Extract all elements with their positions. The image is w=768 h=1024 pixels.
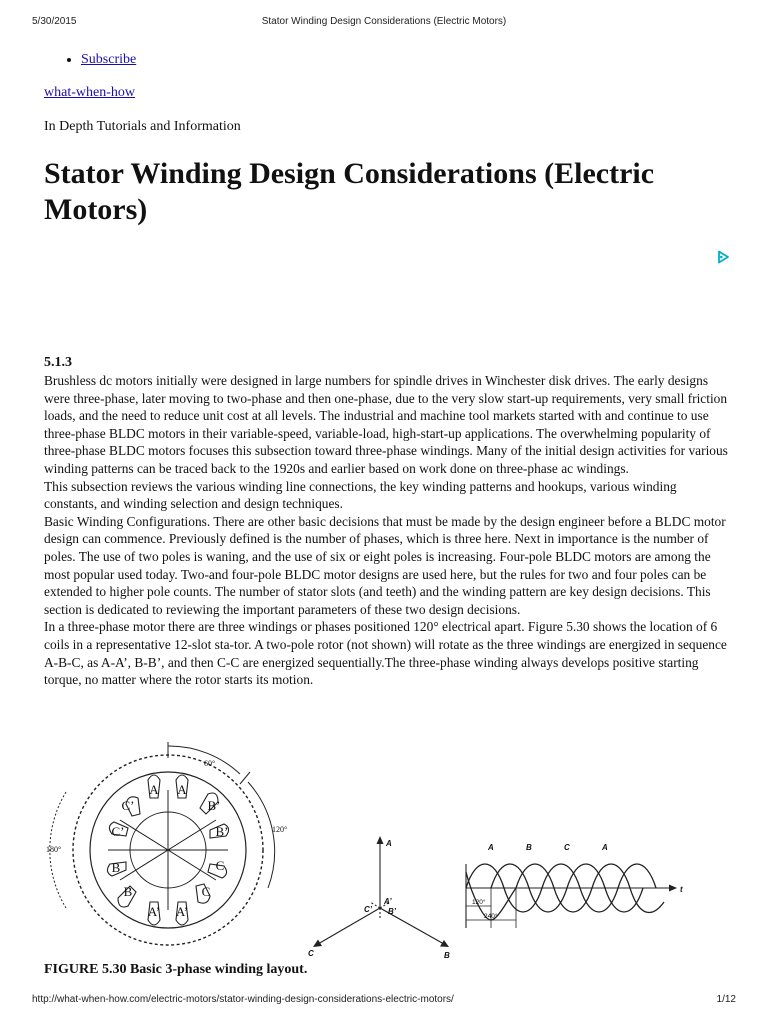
coil-label: A’	[147, 904, 161, 919]
angle-120-label: 120°	[272, 825, 288, 834]
coil-label: C’	[111, 824, 125, 839]
three-phase-waveform	[458, 836, 690, 934]
phasor-c-label: C	[308, 949, 314, 958]
paragraph-intro: Brushless dc motors initially were designed in large numbers for spindle drives in Winchester disk drives. The early designs were three-phase, later moving to two-phase and then one-phase, due to the very slow start-up requirements, very small friction loads, and the need to reduce unit cost at all levels. The industrial and machine tool markets started with and continue to use three-phase BLDC motors in their variable-speed, variable-load, high-start-up applications. The overwhelming popularity of three-phase BLDC motors focuses this subsection toward three-phase windings. Many of the initial design activities for various winding patterns can be traced back to the 1920s and earlier based on work done on three-phase ac windings.	[44, 373, 728, 476]
phasor-c-prime-label: C’	[364, 905, 372, 914]
angle-60-label: 60°	[204, 759, 216, 768]
nav-item-subscribe	[81, 52, 136, 68]
wave-c-label: C	[564, 843, 570, 852]
coil-label: B’	[207, 798, 221, 813]
subscribe-link[interactable]: Subscribe	[81, 52, 137, 67]
coil-label: A’	[175, 904, 189, 919]
print-url: http://what-when-how.com/electric-motors/stator-winding-design-considerations-electric-motors/	[32, 994, 454, 1005]
coil-label: A	[177, 782, 187, 797]
phasor-b-label: B	[444, 951, 450, 960]
section-number: 5.1.3	[44, 355, 72, 370]
paragraph-three-phase: In a three-phase motor there are three windings or phases positioned 120° electrical apart. Figure 5.30 shows the location of 6 coils in a representative 12-slot sta-tor. A two-pole rotor (not shown) will rotate as the three windings are energized in sequence A-B-C, as A-A’, B-B’, and then C-C are energized sequentially.The three-phase winding always develops positive starting torque, no matter where the rotor starts its motion.	[44, 619, 727, 688]
coil-label: B’	[215, 824, 229, 839]
coil-label: C	[201, 884, 211, 899]
wave-a-label: A	[488, 843, 494, 852]
coil-label: A	[149, 782, 159, 797]
site-tagline: In Depth Tutorials and Information	[44, 119, 241, 134]
figure-caption: FIGURE 5.30 Basic 3-phase winding layout.	[44, 962, 308, 977]
coil-label: C	[215, 858, 225, 873]
wave-b-label: B	[526, 843, 532, 852]
site-home-link[interactable]: what-when-how	[44, 85, 135, 100]
ad-choices-icon[interactable]	[716, 250, 730, 264]
coil-label: B	[123, 884, 133, 899]
phasor-a-prime-label: A’	[384, 897, 392, 906]
paragraph-winding-config: Basic Winding Configurations. There are other basic decisions that must be made by the design engineer before a BLDC motor design can commence. Previously defined is the number of phases, which is three here. Next in importance is the number of poles. The use of two poles is waning, and the use of six or eight poles is increasing. Four-pole BLDC motors are among the most popular used today. Two-and four-pole BLDC motor designs are used here, but the rules for two and four poles can be extended to higher pole counts. The number of stator slots (and teeth) and the winding pattern are key design decisions. This section is dedicated to reviewing the important parameters of these two design decisions.	[44, 513, 726, 617]
print-page-number: 1/12	[716, 994, 736, 1005]
phasor-a-label: A	[386, 839, 392, 848]
print-date: 5/30/2015	[32, 16, 77, 27]
coil-label: B	[111, 860, 121, 875]
wave-a2-label: A	[602, 843, 608, 852]
phasor-b-prime-label: B’	[388, 907, 396, 916]
wave-120-label: 120°	[472, 899, 486, 906]
paragraph-subsection: This subsection reviews the various winding line connections, the key winding patterns and hookups, various winding constants, and winding selection and design techniques.	[44, 478, 677, 512]
stator-diagram	[40, 728, 298, 960]
coil-label: C’	[121, 798, 135, 813]
article-body	[44, 372, 728, 689]
angle-180-label: 180°	[46, 845, 62, 854]
wave-240-label: 240°	[484, 913, 498, 920]
wave-t-label: t	[680, 885, 683, 894]
print-title: Stator Winding Design Considerations (Electric Motors)	[261, 16, 507, 27]
nav-list	[44, 52, 136, 68]
page-title: Stator Winding Design Considerations (Electric Motors)	[44, 157, 655, 226]
phasor-diagram	[306, 828, 456, 960]
